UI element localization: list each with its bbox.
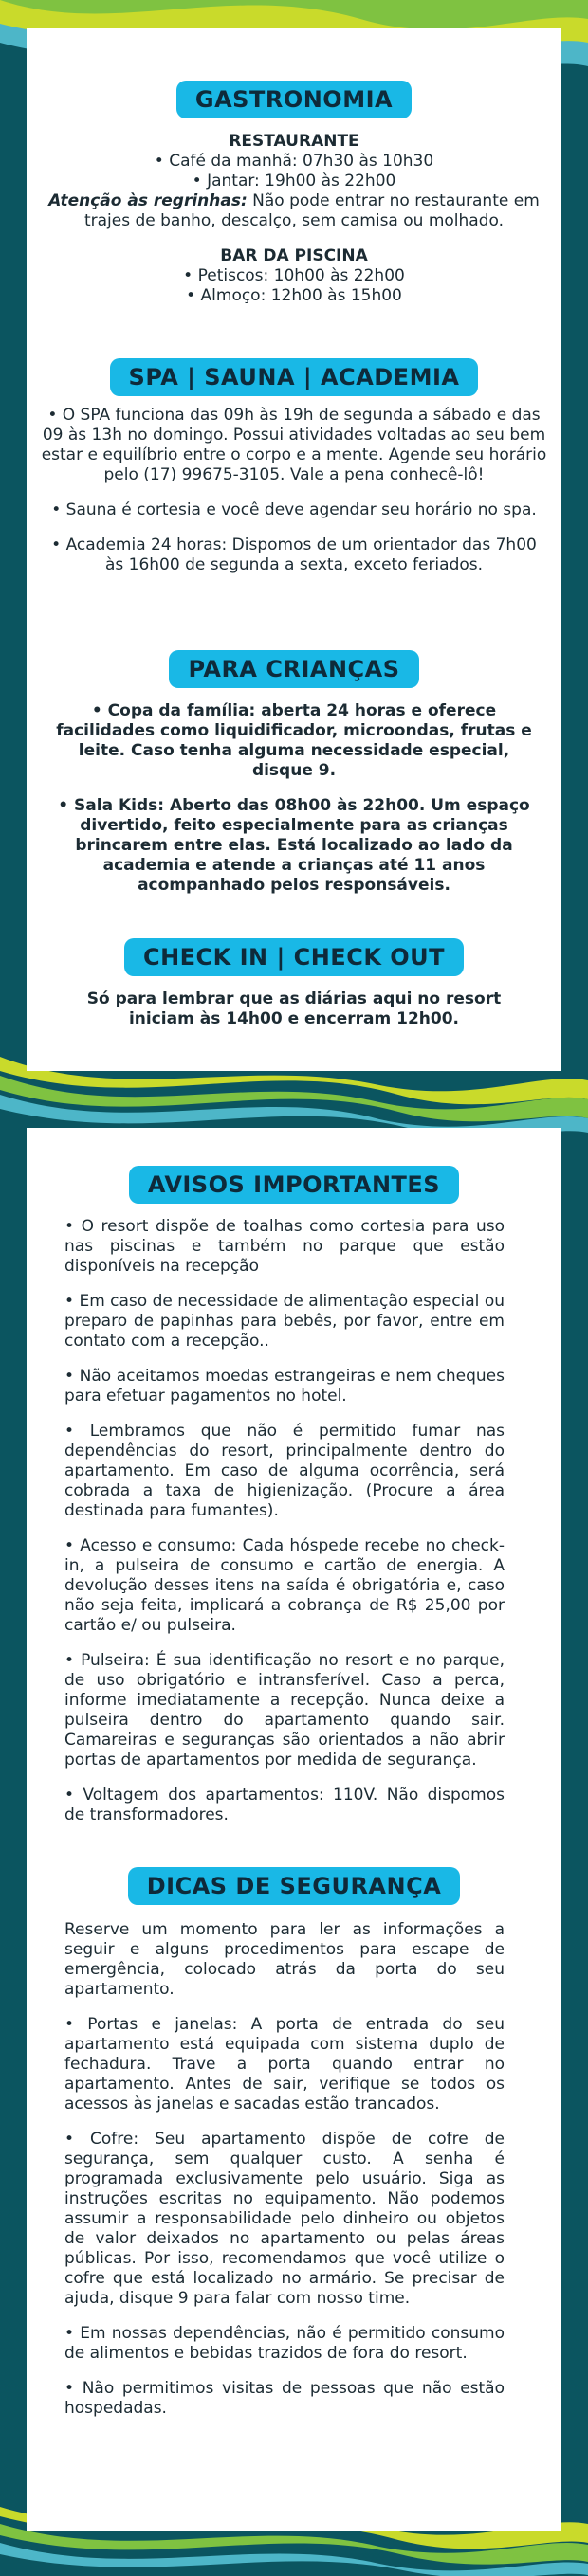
section-seguranca — [27, 1867, 561, 2419]
jantar-hours: • Jantar: 19h00 às 22h00 — [192, 172, 396, 190]
aviso-item: • Lembramos que não é permitido fumar nas dependências do resort, principalmente dentro do apartamento. Em caso de alguma ocorrência, será cobrada a taxa de higienização. (Procure a área destinada para fumantes). — [64, 1422, 505, 1520]
criancas-heading: PARA CRIANÇAS — [169, 650, 418, 688]
bar-title: BAR DA PISCINA — [220, 246, 368, 265]
spa-info: • O SPA funciona das 09h às 19h de segunda a sábado e das 09 às 13h no domingo. Possui atividades voltadas ao seu bem estar e equilíbrio entre o corpo e a mente. Agende seu horário pelo (17) 99675-3105. Vale a pena conhecê-lô! — [41, 406, 547, 484]
section-checkin — [27, 938, 561, 1029]
aviso-item: • Acesso e consumo: Cada hóspede recebe no check-in, a pulseira de consumo e cartão de energia. A devolução desses itens na saída é obrigatória e, caso não seja feita, implicará a cobrança de R$ 25,00 por cartão e/ ou pulseira. — [64, 1536, 505, 1635]
restaurante-rules — [27, 191, 561, 231]
almoco-hours: • Almoço: 12h00 às 15h00 — [186, 286, 402, 305]
seguranca-item: • Não permitimos visitas de pessoas que não estão hospedadas. — [64, 2379, 505, 2418]
spa-heading: SPA | SAUNA | ACADEMIA — [110, 358, 479, 396]
kids-info: • Sala Kids: Aberto das 08h00 às 22h00. Um espaço divertido, feito especialmente para as crianças brincarem entre elas. Está localizado ao lado da academia e atende a crianças até 11 anos acompanhado pelos responsáveis. — [58, 796, 530, 895]
sauna-info: • Sauna é cortesia e você deve agendar seu horário no spa. — [51, 500, 537, 519]
petiscos-hours: • Petiscos: 10h00 às 22h00 — [183, 266, 405, 285]
seguranca-heading: DICAS DE SEGURANÇA — [128, 1867, 461, 1905]
aviso-item: • O resort dispõe de toalhas como cortesia para uso nas piscinas e também no parque que estão disponíveis na recepção — [64, 1217, 505, 1276]
restaurante-title: RESTAURANTE — [229, 132, 359, 151]
avisos-heading: AVISOS IMPORTANTES — [129, 1166, 459, 1204]
seguranca-item: • Cofre: Seu apartamento dispõe de cofre de segurança, sem qualquer custo. A senha é programada exclusivamente pelo usuário. Siga as instruções escritas no equipamento. Não podemos assumir a responsabilidade pelo dinheiro ou objetos de valor deixados no apartamento ou pelas áreas públicas. Por isso, recomendamos que você utilize o cofre que está localizado no armário. Se precisar de ajuda, disque 9 para falar com nosso time. — [64, 2130, 505, 2308]
seguranca-item: • Em nossas dependências, não é permitido consumo de alimentos e bebidas trazidos de fora do resort. — [64, 2324, 505, 2363]
checkin-info: Só para lembrar que as diárias aqui no resort iniciam às 14h00 e encerram 12h00. — [86, 989, 502, 1028]
checkin-heading: CHECK IN | CHECK OUT — [124, 938, 464, 976]
aviso-item: • Em caso de necessidade de alimentação especial ou preparo de papinhas para bebês, por favor, entre em contato com a recepção.. — [64, 1292, 505, 1351]
academia-info: • Academia 24 horas: Dispomos de um orientador das 7h00 às 16h00 de segunda a sexta, exceto feriados. — [51, 535, 537, 574]
aviso-item: • Não aceitamos moedas estrangeiras e nem cheques para efetuar pagamentos no hotel. — [64, 1367, 505, 1406]
seguranca-item: • Portas e janelas: A porta de entrada do seu apartamento está equipada com sistema duplo de fechadura. Trave a porta quando entrar no apartamento. Antes de sair, verifique se todos os acessos às janelas e sacadas estão trancados. — [64, 2015, 505, 2113]
rules-label: Atenção às regrinhas: — [48, 191, 248, 210]
cafe-hours: • Café da manhã: 07h30 às 10h30 — [154, 152, 434, 171]
copa-info: • Copa da família: aberta 24 horas e oferece facilidades como liquidificador, microondas, frutas e leite. Caso tenha alguma necessidade especial, disque 9. — [56, 701, 532, 780]
aviso-item: • Pulseira: É sua identificação no resort e no parque, de uso obrigatório e intransferível. Caso a perca, informe imediatamente a recepção. Nunca deixe a pulseira dentro do apartamento quando sair. Camareiras e seguranças são orientados a não abrir portas de apartamentos por medida de segurança. — [64, 1651, 505, 1769]
seguranca-item: Reserve um momento para ler as informações a seguir e alguns procedimentos para escape de emergência, colocado atrás da porta do seu apartamento. — [64, 1920, 505, 1999]
rules-text: Não pode entrar no restaurante em trajes de banho, descalço, sem camisa ou molhado. — [83, 191, 540, 230]
section-gastronomia — [27, 81, 561, 306]
section-criancas — [27, 650, 561, 896]
gastronomia-heading: GASTRONOMIA — [176, 81, 412, 118]
section-spa — [27, 358, 561, 575]
section-avisos — [27, 1166, 561, 1825]
aviso-item: • Voltagem dos apartamentos: 110V. Não dispomos de transformadores. — [64, 1786, 505, 1824]
